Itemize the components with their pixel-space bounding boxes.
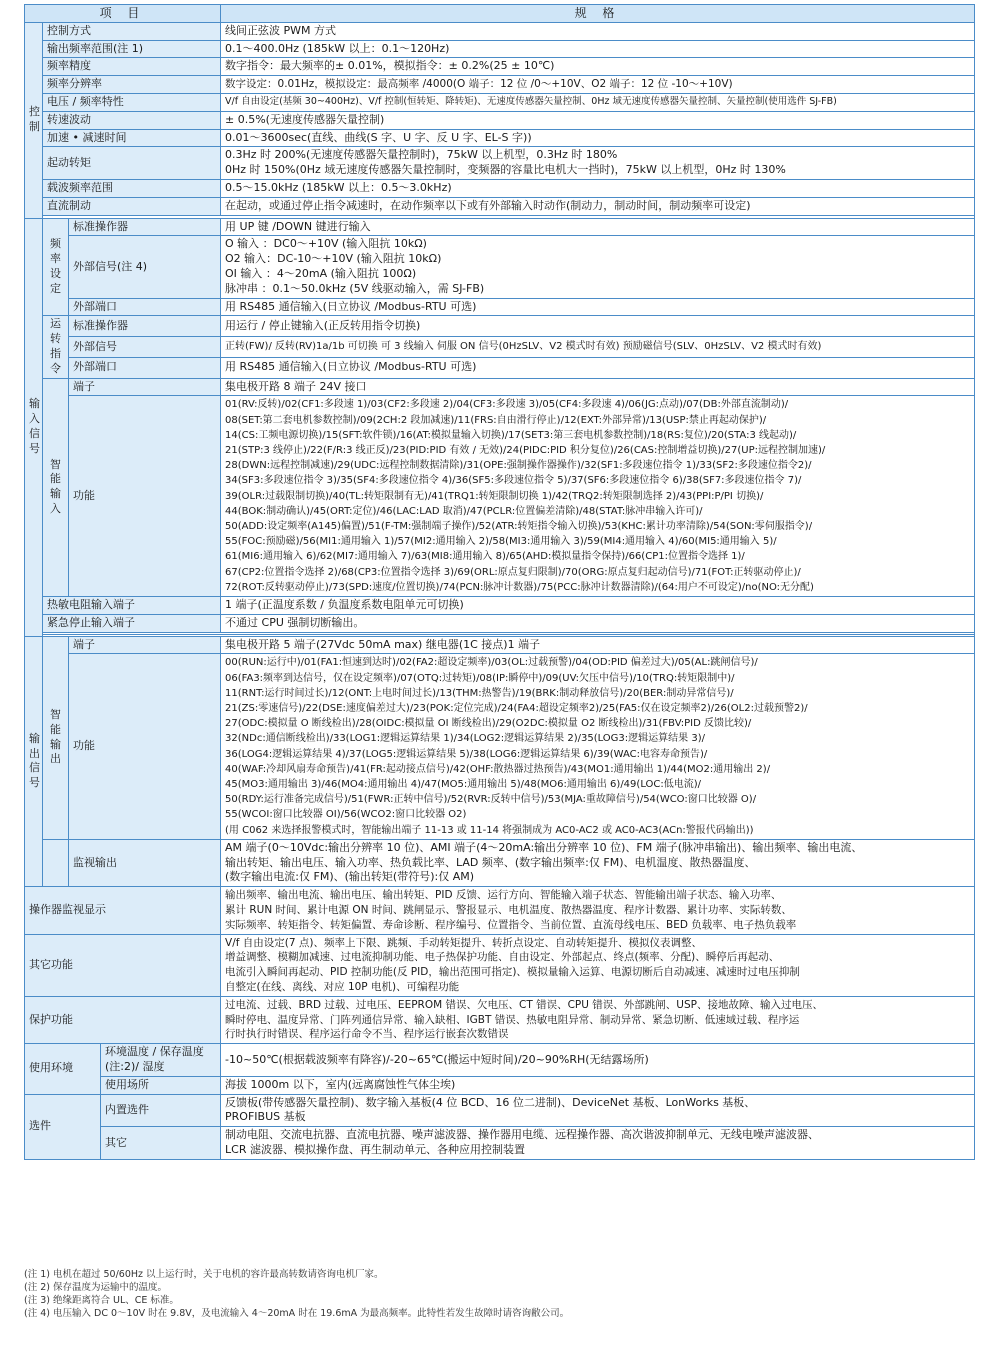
row-label: 电压 / 频率特性 — [43, 93, 221, 111]
table-row — [25, 40, 975, 58]
footnote: (注 3) 绝缘距离符合 UL、CE 标准。 — [24, 1295, 179, 1306]
row-label: 监视输出 — [69, 839, 221, 886]
table-row — [25, 129, 975, 147]
row-label: 载波频率范围 — [43, 179, 221, 197]
table-row — [25, 378, 975, 396]
table-row — [25, 58, 975, 76]
row-value: O 输入 ：DC0～+10V (输入阻抗 10kΩ) O2 输入：DC-10～+10V (输入阻抗 10kΩ) OI 输入 ：4～20mA (输入阻抗 100Ω) 脉冲串 ：0.1～50.0kHz (5V 线驱动输入，需 SJ-FB) — [221, 236, 975, 298]
row-value: 0.01～3600sec(直线、曲线(S 字、U 字、反 U 字、EL-S 字)) — [221, 129, 975, 147]
row-sublabel: 其它 — [101, 1127, 221, 1160]
row-value: 制动电阻、交流电抗器、直流电抗器、噪声滤波器、操作器用电缆、远程操作器、高次谐波抑制单元、无线电噪声滤波器、 LCR 滤波器、模拟操作盘、再生制动单元、各种应用控制装置 — [221, 1127, 975, 1160]
table-row — [25, 22, 975, 40]
table-row — [25, 76, 975, 94]
row-value: 用 RS485 通信输入(日立协议 /Modbus-RTU 可选) — [221, 298, 975, 316]
row-label: 功能 — [69, 396, 221, 597]
row-value: 海拔 1000m 以下，室内(远离腐蚀性气体尘埃) — [221, 1076, 975, 1094]
row-label: 标准操作器 — [69, 218, 221, 236]
table-row — [25, 147, 975, 180]
group-smart-output: 智 能 输 出 — [43, 636, 69, 839]
row-label: 控制方式 — [43, 22, 221, 40]
row-value: 用 UP 键 /DOWN 键进行输入 — [221, 218, 975, 236]
row-value: 在起动，或通过停止指令减速时，在动作频率以下或有外部输入时动作(制动力，制动时间，制动频率可设定) — [221, 197, 975, 215]
group-output: 输 出 信 号 — [25, 636, 43, 887]
table-row — [25, 396, 975, 597]
row-label: 频率分辨率 — [43, 76, 221, 94]
spec-table — [24, 4, 975, 1160]
row-label: 操作器监视显示 — [25, 887, 221, 934]
row-value: 输出频率、输出电流、输出电压、输出转矩、PID 反馈、运行方向、智能输入端子状态、智能输出端子状态、输入功率、 累计 RUN 时间、累计电源 ON 时间、跳闸显示、警报显示、电机温度、散热器温度、程序计数器、累计功率、实际转数、 实际频率、转矩指令、转矩偏置、寿命诊断、程序编号、位置指令、当前位置、直流母线电压、BED 负载率、电子热负载率 — [221, 887, 975, 934]
row-value: 用运行 / 停止键输入(正反转用指令切换) — [221, 316, 975, 337]
table-row — [25, 337, 975, 358]
row-label: 外部端口 — [69, 298, 221, 316]
table-row — [25, 1044, 975, 1077]
row-value: 不通过 CPU 强制切断输出。 — [221, 614, 975, 632]
table-row — [25, 654, 975, 839]
row-value: 集电极开路 5 端子(27Vdc 50mA max) 继电器(1C 接点)1 端子 — [221, 636, 975, 654]
row-value: 00(RUN:运行中)/01(FA1:恒速到达时)/02(FA2:超设定频率)/03(OL:过载预警)/04(OD:PID 偏差过大)/05(AL:跳闸信号)/ 06(FA3:频率到达信号，仅在设定频率)/07(OTQ:过转矩)/08(IP:瞬停中)/09(UV:欠压中信号)/10(TRQ:转矩限制中)/ 11(RNT:运行时间过长)/12(ONT:上电时间过长)/13(THM:热警告)/19(BRK:制动释放信号)/20(BER:制动异常信号)/ 21(ZS:零速信号)/22(DSE:速度偏差过大)/23(POK:定位完成)/24(FA4:超设定频率2)/25(FA5:仅在设定频率2)/26(OL2:过载预警2)/ 27(ODC:模拟量 O 断线检出)/28(OIDC:模拟量 OI 断线检出)/29(O2DC:模拟量 O2 断线检出)/31(FBV:PID 反馈比较)/ 32(NDc:通信断线检出)/33(LOG1:逻辑运算结果 1)/34(LOG2:逻辑运算结果 2)/35(LOG3:逻辑运算结果 3)/ 36(LOG4:逻辑运算结果 4)/37(LOG5:逻辑运算结果 5)/38(LOG6:逻辑运算结果 6)/39(WAC:电容寿命预告)/ 40(WAF:冷却风扇寿命预告)/41(FR:起动接点信号)/42(OHF:散热器过热预告)/43(MO1:通用输出 1)/44(MO2:通用输出 2)/ 45(MO3:通用输出 3)/46(MO4:通用输出 4)/47(MO5:通用输出 5)/48(MO6:通用输出 6)/49(LOC:低电流)/ 50(RDY:运行准备完成信号)/51(FWR:正转中信号)/52(RVR:反转中信号)/53(MJA:重故障信号)/54(WCO:窗口比较器 O)/ 55(WCOI:窗口比较器 OI)/56(WCO2:窗口比较器 O2) (用 C062 来选择报警模式时，智能输出端子 11-13 或 11-14 将强制成为 AC0-AC2 或 AC0-AC3(ACn:警报代码输出)) — [221, 654, 975, 839]
row-label: 转速波动 — [43, 111, 221, 129]
row-label: 使用环境 — [25, 1044, 101, 1094]
row-value: V/f 自由设定(基频 30~400Hz)、V/f 控制(恒转矩、降转矩)、无速度传感器矢量控制、0Hz 域无速度传感器矢量控制、矢量控制(使用选件 SJ-FB) — [221, 93, 975, 111]
row-label: 外部端口 — [69, 357, 221, 378]
footnote: (注 4) 电压输入 DC 0～10V 时在 9.8V，及电流输入 4～20mA 时在 19.6mA 为最高频率。此特性若发生故障时请咨询敝公司。 — [24, 1308, 570, 1319]
row-value: 集电极开路 8 端子 24V 接口 — [221, 378, 975, 396]
group-freq-set: 频 率 设 定 — [43, 218, 69, 316]
row-label: 频率精度 — [43, 58, 221, 76]
table-row — [25, 93, 975, 111]
table-row — [25, 887, 975, 934]
group-input: 输 入 信 号 — [25, 218, 43, 636]
table-row — [25, 1094, 975, 1127]
row-value: 0.1～400.0Hz (185kW 以上：0.1～120Hz) — [221, 40, 975, 58]
row-label: 紧急停止输入端子 — [43, 614, 221, 632]
row-label: 端子 — [69, 378, 221, 396]
row-value: AM 端子(0～10Vdc:输出分辨率 10 位)、AMI 端子(4～20mA:输出分辨率 10 位)、FM 端子(脉冲串输出)、输出频率、输出电流、 输出转矩、输出电压、输入功率、热负载比率、LAD 频率、(数字输出频率:仅 FM)、电机温度、散热器温度、 (数字输出电流:仅 FM)、(输出转矩(带符号):仅 AM) — [221, 839, 975, 886]
row-value: 线间正弦波 PWM 方式 — [221, 22, 975, 40]
row-label: 输出频率范围(注 1) — [43, 40, 221, 58]
table-row — [25, 179, 975, 197]
row-label: 功能 — [69, 654, 221, 839]
table-row — [25, 357, 975, 378]
row-value: 用 RS485 通信输入(日立协议 /Modbus-RTU 可选) — [221, 357, 975, 378]
table-row — [25, 1127, 975, 1160]
row-value: -10~50℃(根据载波频率有降容)/-20~65℃(搬运中短时间)/20~90%RH(无结露场所) — [221, 1044, 975, 1077]
footnote: (注 1) 电机在超过 50/60Hz 以上运行时，关于电机的容许最高转数请咨询电机厂家。 — [24, 1269, 384, 1280]
row-value: 过电流、过载、BRD 过载、过电压、EEPROM 错误、欠电压、CT 错误、CPU 错误、外部跳闸、USP、接地故障、输入过电压、 瞬时停电、温度异常、门阵列通信异常、输入缺相、IGBT 错误、热敏电阻异常、制动异常、紧急切断、低速域过载、程序运 行时执行时错误、程序运行命令不当、程序运行嵌套次数错误 — [221, 996, 975, 1043]
table-row — [25, 316, 975, 337]
row-value: 0.5～15.0kHz (185kW 以上：0.5～3.0kHz) — [221, 179, 975, 197]
table-row — [25, 111, 975, 129]
group-run-cmd: 运 转 指 令 — [43, 316, 69, 378]
footnotes — [24, 1268, 974, 1320]
table-row — [25, 298, 975, 316]
row-sublabel: 环境温度 / 保存温度(注:2)/ 湿度 — [101, 1044, 221, 1077]
row-value: 01(RV:反转)/02(CF1:多段速 1)/03(CF2:多段速 2)/04(CF3:多段速 3)/05(CF4:多段速 4)/06(JG:点动)/07(DB:外部直流制动)/ 08(SET:第二套电机参数控制)/09(2CH:2 段加减速)/11(FRS:自由滑行停止)/12(EXT:外部异常)/13(USP:禁止再起动保护)/ 14(CS:工频电源切换)/15(SFT:软件锁)/16(AT:模拟量输入切换)/17(SET3:第三套电机参数控制)/18(RS:复位)/20(STA:3 线起动)/ 21(STP:3 线停止)/22(F/R:3 线正反)/23(PID:PID 有效 / 无效)/24(PIDC:PID 积分复位)/26(CAS:控制增益切换)/27(UP:远程控制加速)/ 28(DWN:远程控制减速)/29(UDC:远程控制数据清除)/31(OPE:强制操作器操作)/32(SF1:多段速位指令 1)/33(SF2:多段速位指令2)/ 34(SF3:多段速位指令 3)/35(SF4:多段速位指令 4)/36(SF5:多段速位指令 5)/37(SF6:多段速位指令 6)/38(SF7:多段速位指令 7)/ 39(OLR:过载限制切换)/40(TL:转矩限制有无)/41(TRQ1:转矩限制切换 1)/42(TRQ2:转矩限制选择 2)/43(PPI:P/PI 切换)/ 44(BOK:制动确认)/45(ORT:定位)/46(LAC:LAD 取消)/47(PCLR:位置偏差清除)/48(STAT:脉冲串输入许可)/ 50(ADD:设定频率(A145)偏置)/51(F-TM:强制端子操作)/52(ATR:转矩指令输入切换)/53(KHC:累计功率清除)/54(SON:零伺服指令)/ 55(FOC:预励磁)/56(MI1:通用输入 1)/57(MI2:通用输入 2)/58(MI3:通用输入 3)/59(MI4:通用输入 4)/60(MI5:通用输入 5)/ 61(MI6:通用输入 6)/62(MI7:通用输入 7)/63(MI8:通用输入 8)/65(AHD:模拟量指令保持)/66(CP1:位置指令选择 1)/ 67(CP2:位置指令选择 2)/68(CP3:位置指令选择 3)/69(ORL:原点复归限制)/70(ORG:原点复归起动信号)/71(FOT:正转驱动停止)/ 72(ROT:反转驱动停止)/73(SPD:速度/位置切换)/74(PCN:脉冲计数器)/75(PCC:脉冲计数器清除)/(64:用户不可设定)/no(NO:无分配) — [221, 396, 975, 597]
table-row — [25, 614, 975, 632]
row-label: 选件 — [25, 1094, 101, 1159]
row-label: 标准操作器 — [69, 316, 221, 337]
group-control: 控 制 — [25, 22, 43, 218]
table-header-row — [25, 5, 975, 23]
group-smart-input: 智 能 输 入 — [43, 378, 69, 596]
row-value: 0.3Hz 时 200%(无速度传感器矢量控制时)，75kW 以上机型，0.3Hz 时 180% 0Hz 时 150%(0Hz 域无速度传感器矢量控制时，变频器的容量比电机大一挡时)，75kW 以上机型，0Hz 时 130% — [221, 147, 975, 180]
table-row — [25, 636, 975, 654]
header-spec: 规 格 — [221, 5, 975, 23]
spacer-cell — [43, 839, 69, 886]
row-label: 其它功能 — [25, 934, 221, 996]
table-row — [25, 218, 975, 236]
table-row — [25, 236, 975, 298]
row-value: 数字设定：0.01Hz，模拟设定：最高频率 /4000(O 端子：12 位 /0～+10V、O2 端子：12 位 -10～+10V) — [221, 76, 975, 94]
table-row — [25, 839, 975, 886]
row-label: 保护功能 — [25, 996, 221, 1043]
table-row — [25, 197, 975, 215]
table-row — [25, 996, 975, 1043]
row-label: 热敏电阻输入端子 — [43, 596, 221, 614]
row-value: ± 0.5%(无速度传感器矢量控制) — [221, 111, 975, 129]
row-label: 端子 — [69, 636, 221, 654]
row-sublabel: 使用场所 — [101, 1076, 221, 1094]
row-value: 数字指令：最大频率的± 0.01%，模拟指令：± 0.2%(25 ± 10℃) — [221, 58, 975, 76]
table-row — [25, 1076, 975, 1094]
row-value: V/f 自由设定(7 点)、频率上下限、跳频、手动转矩提升、转折点设定、自动转矩提升、模拟仪表调整、 增益调整、模糊加减速、过电流抑制功能、电子热保护功能、自由设定、外部起点、终点(频率、分配)、瞬停后再起动、 电流引入瞬间再起动、PID 控制功能(反 PID，输出范围可指定)、模拟量输入运算、电源切断后自动减速、减速时过电压抑制 自整定(在线、离线、对应 10P 电机)、可编程功能 — [221, 934, 975, 996]
footnote: (注 2) 保存温度为运输中的温度。 — [24, 1282, 167, 1293]
row-value: 1 端子(正温度系数 / 负温度系数电阻单元可切换) — [221, 596, 975, 614]
row-label: 加速 • 减速时间 — [43, 129, 221, 147]
row-label: 直流制动 — [43, 197, 221, 215]
row-sublabel: 内置选件 — [101, 1094, 221, 1127]
table-row — [25, 596, 975, 614]
row-label: 起动转矩 — [43, 147, 221, 180]
table-row — [25, 934, 975, 996]
row-value: 反馈板(带传感器矢量控制)、数字输入基板(4 位 BCD、16 位二进制)、DeviceNet 基板、LonWorks 基板、 PROFIBUS 基板 — [221, 1094, 975, 1127]
row-label: 外部信号(注 4) — [69, 236, 221, 298]
header-item: 项 目 — [25, 5, 221, 23]
row-value: 正转(FW)/ 反转(RV)1a/1b 可切换 可 3 线输入 伺服 ON 信号(0HzSLV、V2 模式时有效) 预励磁信号(SLV、0HzSLV、V2 模式时有效) — [221, 337, 975, 358]
row-label: 外部信号 — [69, 337, 221, 358]
